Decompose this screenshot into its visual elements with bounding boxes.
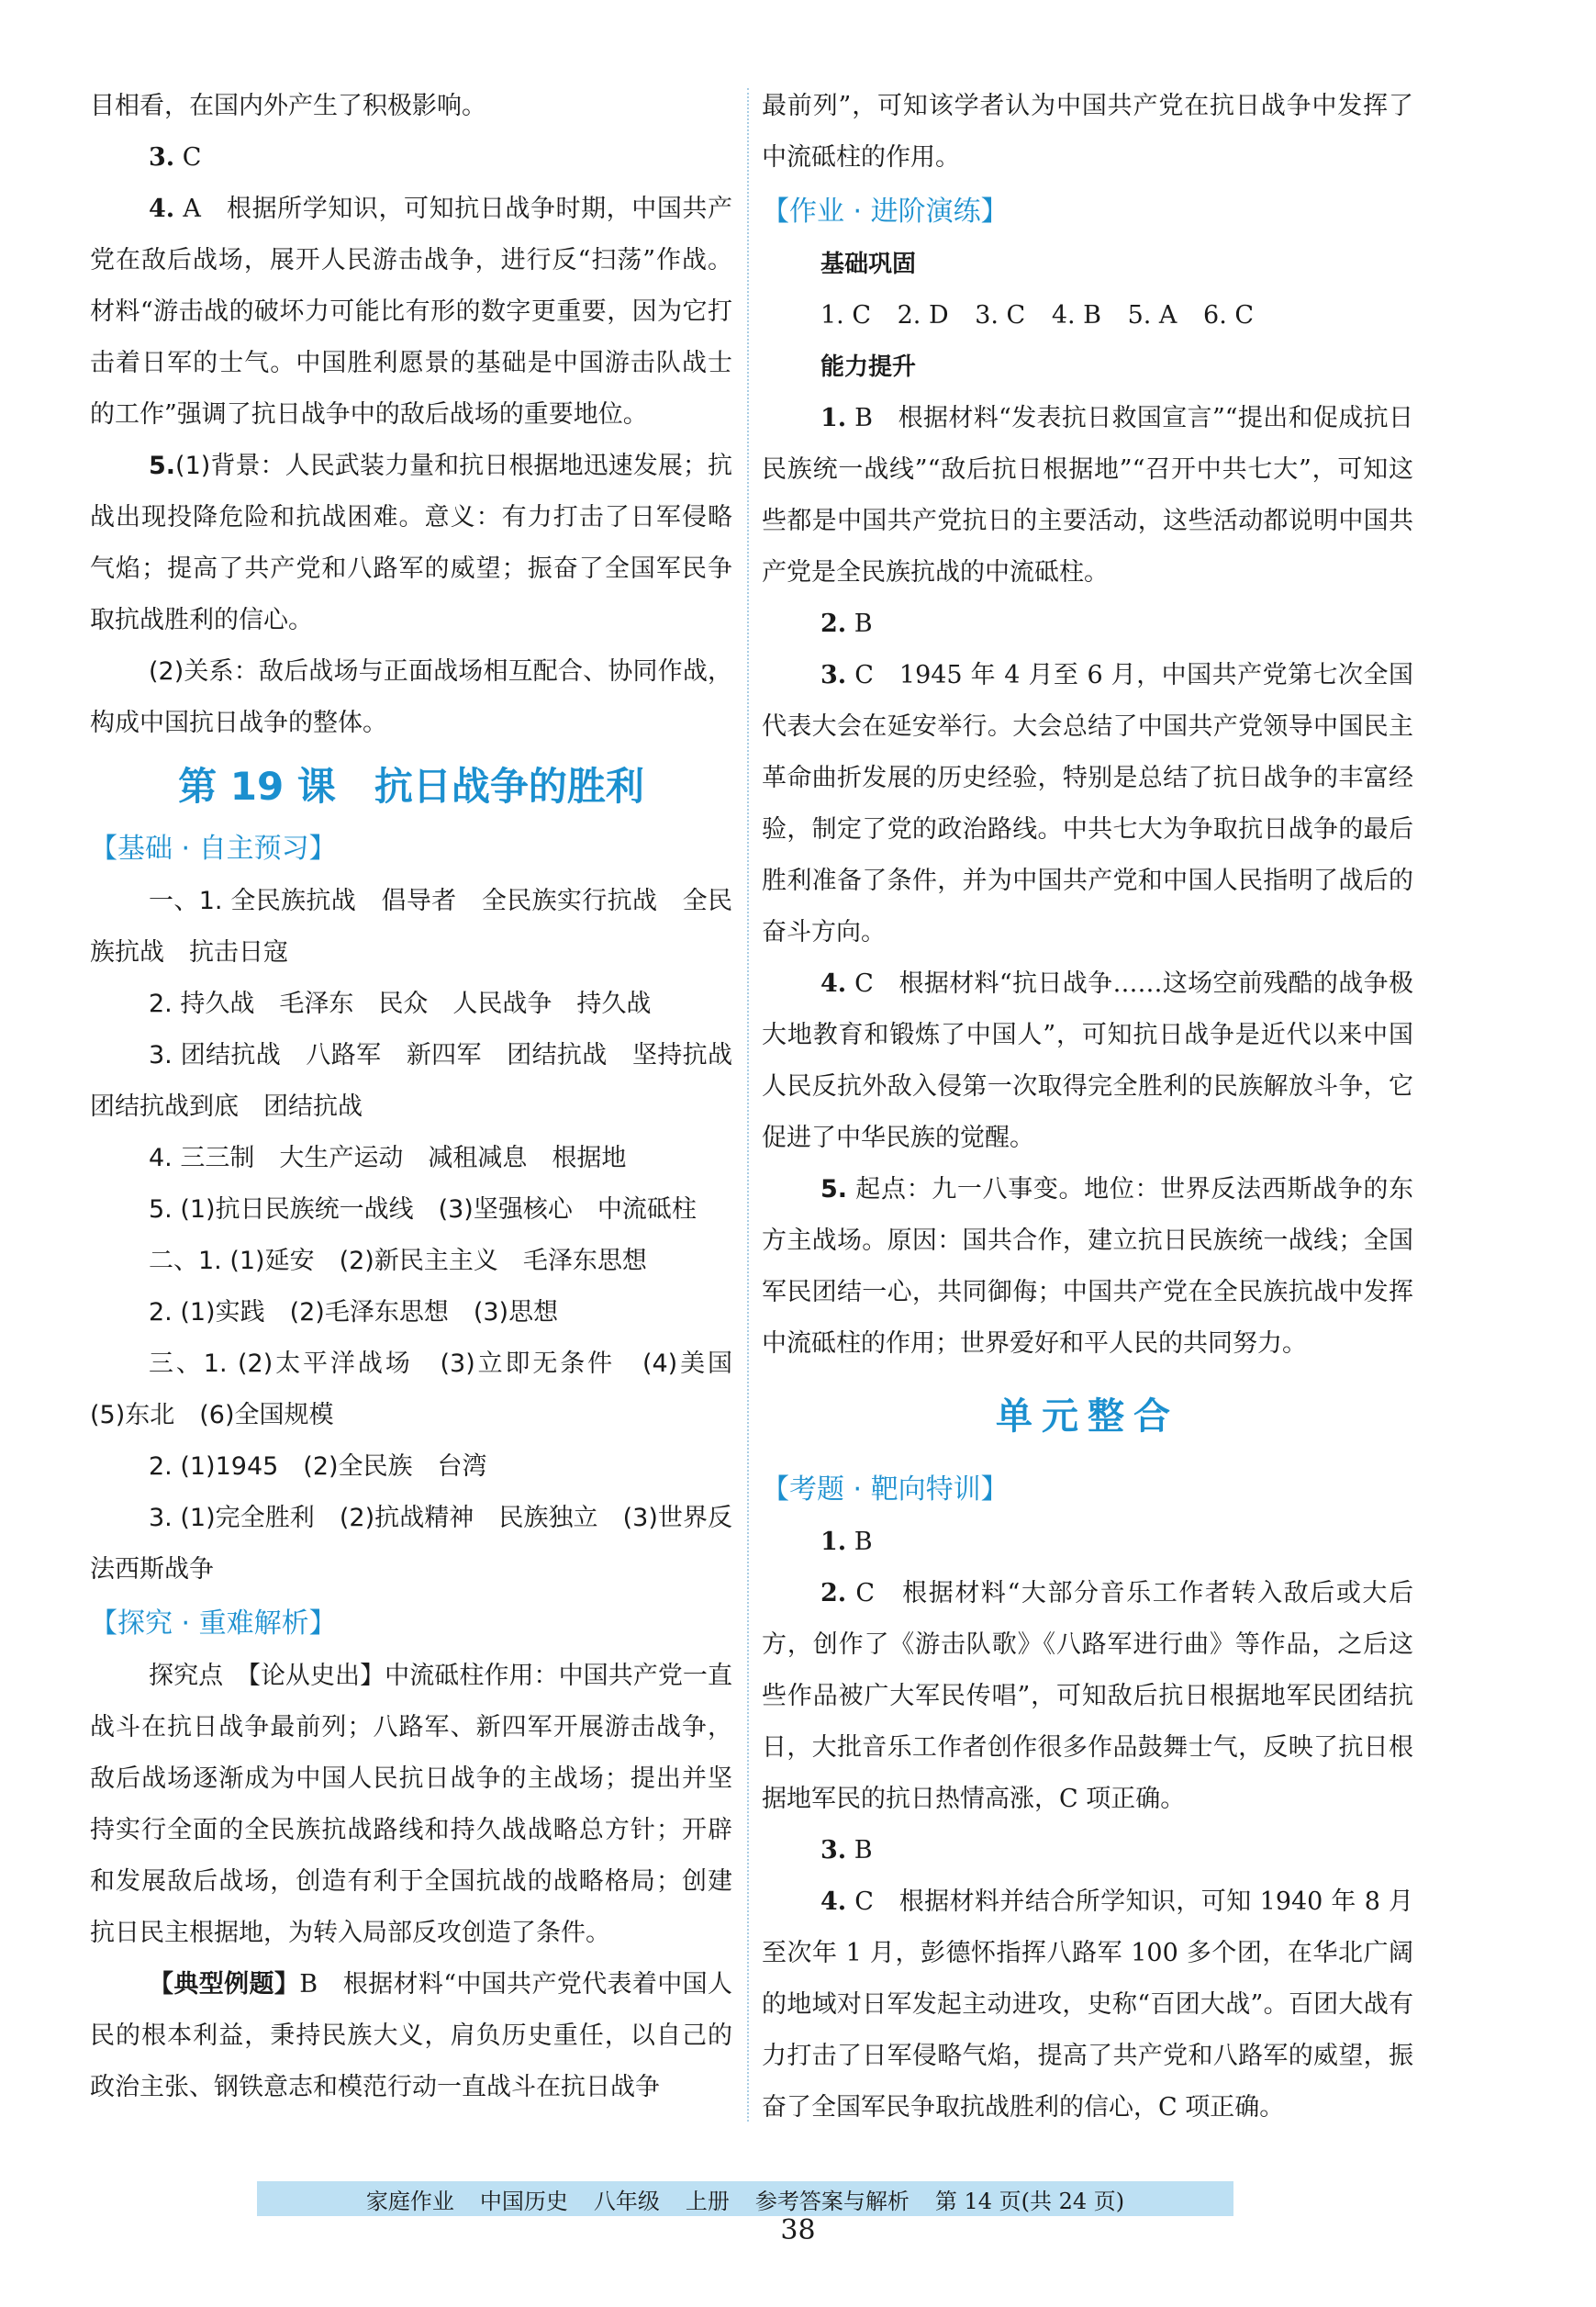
answer-text: C 根据材料并结合所学知识，可知 1940 年 8 月至次年 1 月，彭德怀指挥八路军 100 多个团，在华北广阔的地域对日军发起主动进攻，史称“百团大战”。百团大战有力打击了日军侵略气焰，提高了共产党和八路军的威望，振奋了全国军民争取抗战胜利的信心，C 项正确。 <box>762 1887 1413 2122</box>
section-exam: 【考题 · 靶向特训】 <box>762 1473 1009 1506</box>
footer-item: 家庭作业 <box>365 2188 454 2214</box>
improve-answer-1 <box>762 393 1413 599</box>
continued-text: 最前列”，可知该学者认为中国共产党在抗日战争中发挥了中流砥柱的作用。 <box>762 92 1413 172</box>
footer-item: 参考答案与解析 <box>754 2188 910 2214</box>
answer-number: 5. <box>149 452 176 480</box>
lesson-title: 第 19 课 抗日战争的胜利 <box>178 764 644 809</box>
answer-number: 1. <box>820 404 847 432</box>
continued-line: 目相看，在国内外产生了积极影响。 <box>90 92 486 120</box>
answer-text: B <box>854 1528 873 1556</box>
answer-number: 3. <box>149 143 175 172</box>
subheading-improve: 能力提升 <box>820 353 917 381</box>
basic-answer: 6. C <box>1203 301 1255 330</box>
answer-text: C <box>182 143 202 172</box>
exam-answer-1 <box>762 1517 1413 1568</box>
answer-text: C 根据材料“大部分音乐工作者转入敌后或大后方，创作了《游击队歌》《八路军进行曲》等作品，之后这些作品被广大军民传唱”，可知敌后抗日根据地军民团结抗日，大批音乐工作者创作很多作品鼓舞士气，反映了抗日根据地军民的抗日热情高涨，C 项正确。 <box>762 1579 1413 1813</box>
answer-text: C 根据材料“抗日战争……这场空前残酷的战争极大地教育和锻炼了中国人”，可知抗日战争是近代以来中国人民反抗外敌入侵第一次取得完全胜利的民族解放斗争，它促进了中华民族的觉醒。 <box>762 969 1413 1152</box>
answer-number: 2. <box>820 610 847 638</box>
answer-text: C 1945 年 4 月至 6 月，中国共产党第七次全国代表大会在延安举行。大会总结了中国共产党领导中国民主革命曲折发展的历史经验，特别是总结了抗日战争的丰富经验，制定了党的政治路线。中共七大为争取抗日战争的最后胜利准备了条件，并为中国共产党和中国人民指明了战后的奋斗方向。 <box>762 661 1414 946</box>
answer-text: B <box>854 610 873 638</box>
basic-answer: 1. C <box>820 301 872 330</box>
answer-number: 4. <box>820 969 847 998</box>
footer-item: 八年级 <box>593 2188 660 2214</box>
basic-line-6: 二、1. (1)延安 (2)新民主主义 毛泽东思想 <box>149 1247 647 1275</box>
exam-answer-4 <box>762 1876 1413 2133</box>
answer-4 <box>90 184 732 441</box>
unit-title: 单元整合 <box>996 1395 1179 1438</box>
explore-paragraph: 探究点 【论从史出】中流砥柱作用：中国共产党一直战斗在抗日战争最前列；八路军、新四军开展游击战争，敌后战场逐渐成为中国人民抗日战争的主战场；提出并坚持实行全面的全民族抗战路线和持久战战略总方针；开辟和发展敌后战场，创造有利于全国抗战的战略格局；创建抗日民主根据地，为转入局部反攻创造了条件。 <box>90 1662 732 1947</box>
improve-answer-4 <box>762 958 1413 1164</box>
basic-line-5: 5. (1)抗日民族统一战线 (3)坚强核心 中流砥柱 <box>149 1195 697 1224</box>
subheading-basic: 基础巩固 <box>820 251 917 278</box>
answer-text: (1)背景：人民武装力量和抗日根据地迅速发展；抗战出现投降危险和抗战困难。意义：有力打击了日军侵略气焰；提高了共产党和八路军的威望；振奋了全国军民争取抗战胜利的信心。 <box>90 452 732 634</box>
exam-answer-2 <box>762 1568 1413 1825</box>
basic-line-1: 一、1. 全民族抗战 倡导者 全民族实行抗战 全民族抗战 抗击日寇 <box>90 887 732 967</box>
answer-number: 4. <box>820 1887 847 1916</box>
basic-line-7: 2. (1)实践 (2)毛泽东思想 (3)思想 <box>149 1298 559 1327</box>
answer-number: 5. <box>820 1175 848 1204</box>
basic-line-9: 2. (1)1945 (2)全民族 台湾 <box>149 1452 487 1481</box>
answer-number: 4. <box>149 195 175 223</box>
improve-answer-3 <box>762 650 1413 958</box>
footer-item: 中国历史 <box>479 2188 568 2214</box>
left-column <box>90 81 757 2113</box>
basic-answer: 2. D <box>897 301 949 330</box>
answer-number: 3. <box>820 661 847 689</box>
answer-number: 1. <box>820 1528 847 1556</box>
basic-line-4: 4. 三三制 大生产运动 减租减息 根据地 <box>149 1144 627 1172</box>
answer-text: B <box>854 1836 873 1865</box>
example-label: 【典型例题】 <box>149 1970 300 1999</box>
basic-answers <box>762 290 1413 342</box>
answer-3 <box>90 132 732 184</box>
footer-band <box>257 2181 1233 2216</box>
section-homework: 【作业 · 进阶演练】 <box>762 196 1009 228</box>
answer-5-part1 <box>90 441 732 646</box>
basic-answer: 4. B <box>1051 301 1101 330</box>
basic-line-2: 2. 持久战 毛泽东 民众 人民战争 持久战 <box>149 990 652 1018</box>
page-number: 38 <box>780 2214 816 2246</box>
section-explore: 【探究 · 重难解析】 <box>90 1607 337 1640</box>
answer-5-part2: (2)关系：敌后战场与正面战场相互配合、协同作战，构成中国抗日战争的整体。 <box>90 657 732 737</box>
basic-line-10: 3. (1)完全胜利 (2)抗战精神 民族独立 (3)世界反法西斯战争 <box>90 1504 732 1584</box>
basic-line-3: 3. 团结抗战 八路军 新四军 团结抗战 坚持抗战 团结抗战到底 团结抗战 <box>90 1041 757 1121</box>
footer-item: 第 14 页(共 24 页) <box>934 2188 1125 2214</box>
answer-text: A 根据所学知识，可知抗日战争时期，中国共产党在敌后战场，展开人民游击战争，进行反“扫荡”作战。材料“游击战的破坏力可能比有形的数字更重要，因为它打击着日军的士气。中国胜利愿景的基础是中国游击队战士的工作”强调了抗日战争中的敌后战场的重要地位。 <box>90 195 732 429</box>
basic-answer: 3. C <box>975 301 1026 330</box>
answer-text: B 根据材料“发表抗日救国宣言”“提出和促成抗日民族统一战线”“敌后抗日根据地”“召开中共七大”，可知这些都是中国共产党抗日的主要活动，这些活动都说明中国共产党是全民族抗战的中流砥柱。 <box>762 404 1413 587</box>
improve-answer-5 <box>762 1164 1413 1370</box>
footer-item: 上册 <box>685 2188 730 2214</box>
answer-text: 起点：九一八事变。地位：世界反法西斯战争的东方主战场。原因：国共合作，建立抗日民族统一战线；全国军民团结一心，共同御侮；中国共产党在全民族抗战中发挥中流砥柱的作用；世界爱好和平人民的共同努力。 <box>762 1175 1414 1358</box>
section-basic-preview: 【基础 · 自主预习】 <box>90 833 337 865</box>
answer-number: 3. <box>820 1836 847 1865</box>
exam-answer-3 <box>762 1825 1413 1876</box>
column-divider <box>747 88 749 2122</box>
basic-answer: 5. A <box>1127 301 1177 330</box>
answer-number: 2. <box>820 1579 847 1607</box>
example-paragraph <box>90 1959 732 2113</box>
right-column <box>762 81 1413 2133</box>
improve-answer-2 <box>762 599 1413 650</box>
basic-line-8: 三、1. (2)太平洋战场 (3)立即无条件 (4)美国 (5)东北 (6)全国规模 <box>90 1349 757 1429</box>
example-text: B 根据材料“中国共产党代表着中国人民的根本利益，秉持民族大义，肩负历史重任，以自己的政治主张、钢铁意志和模范行动一直战斗在抗日战争 <box>90 1970 732 2101</box>
